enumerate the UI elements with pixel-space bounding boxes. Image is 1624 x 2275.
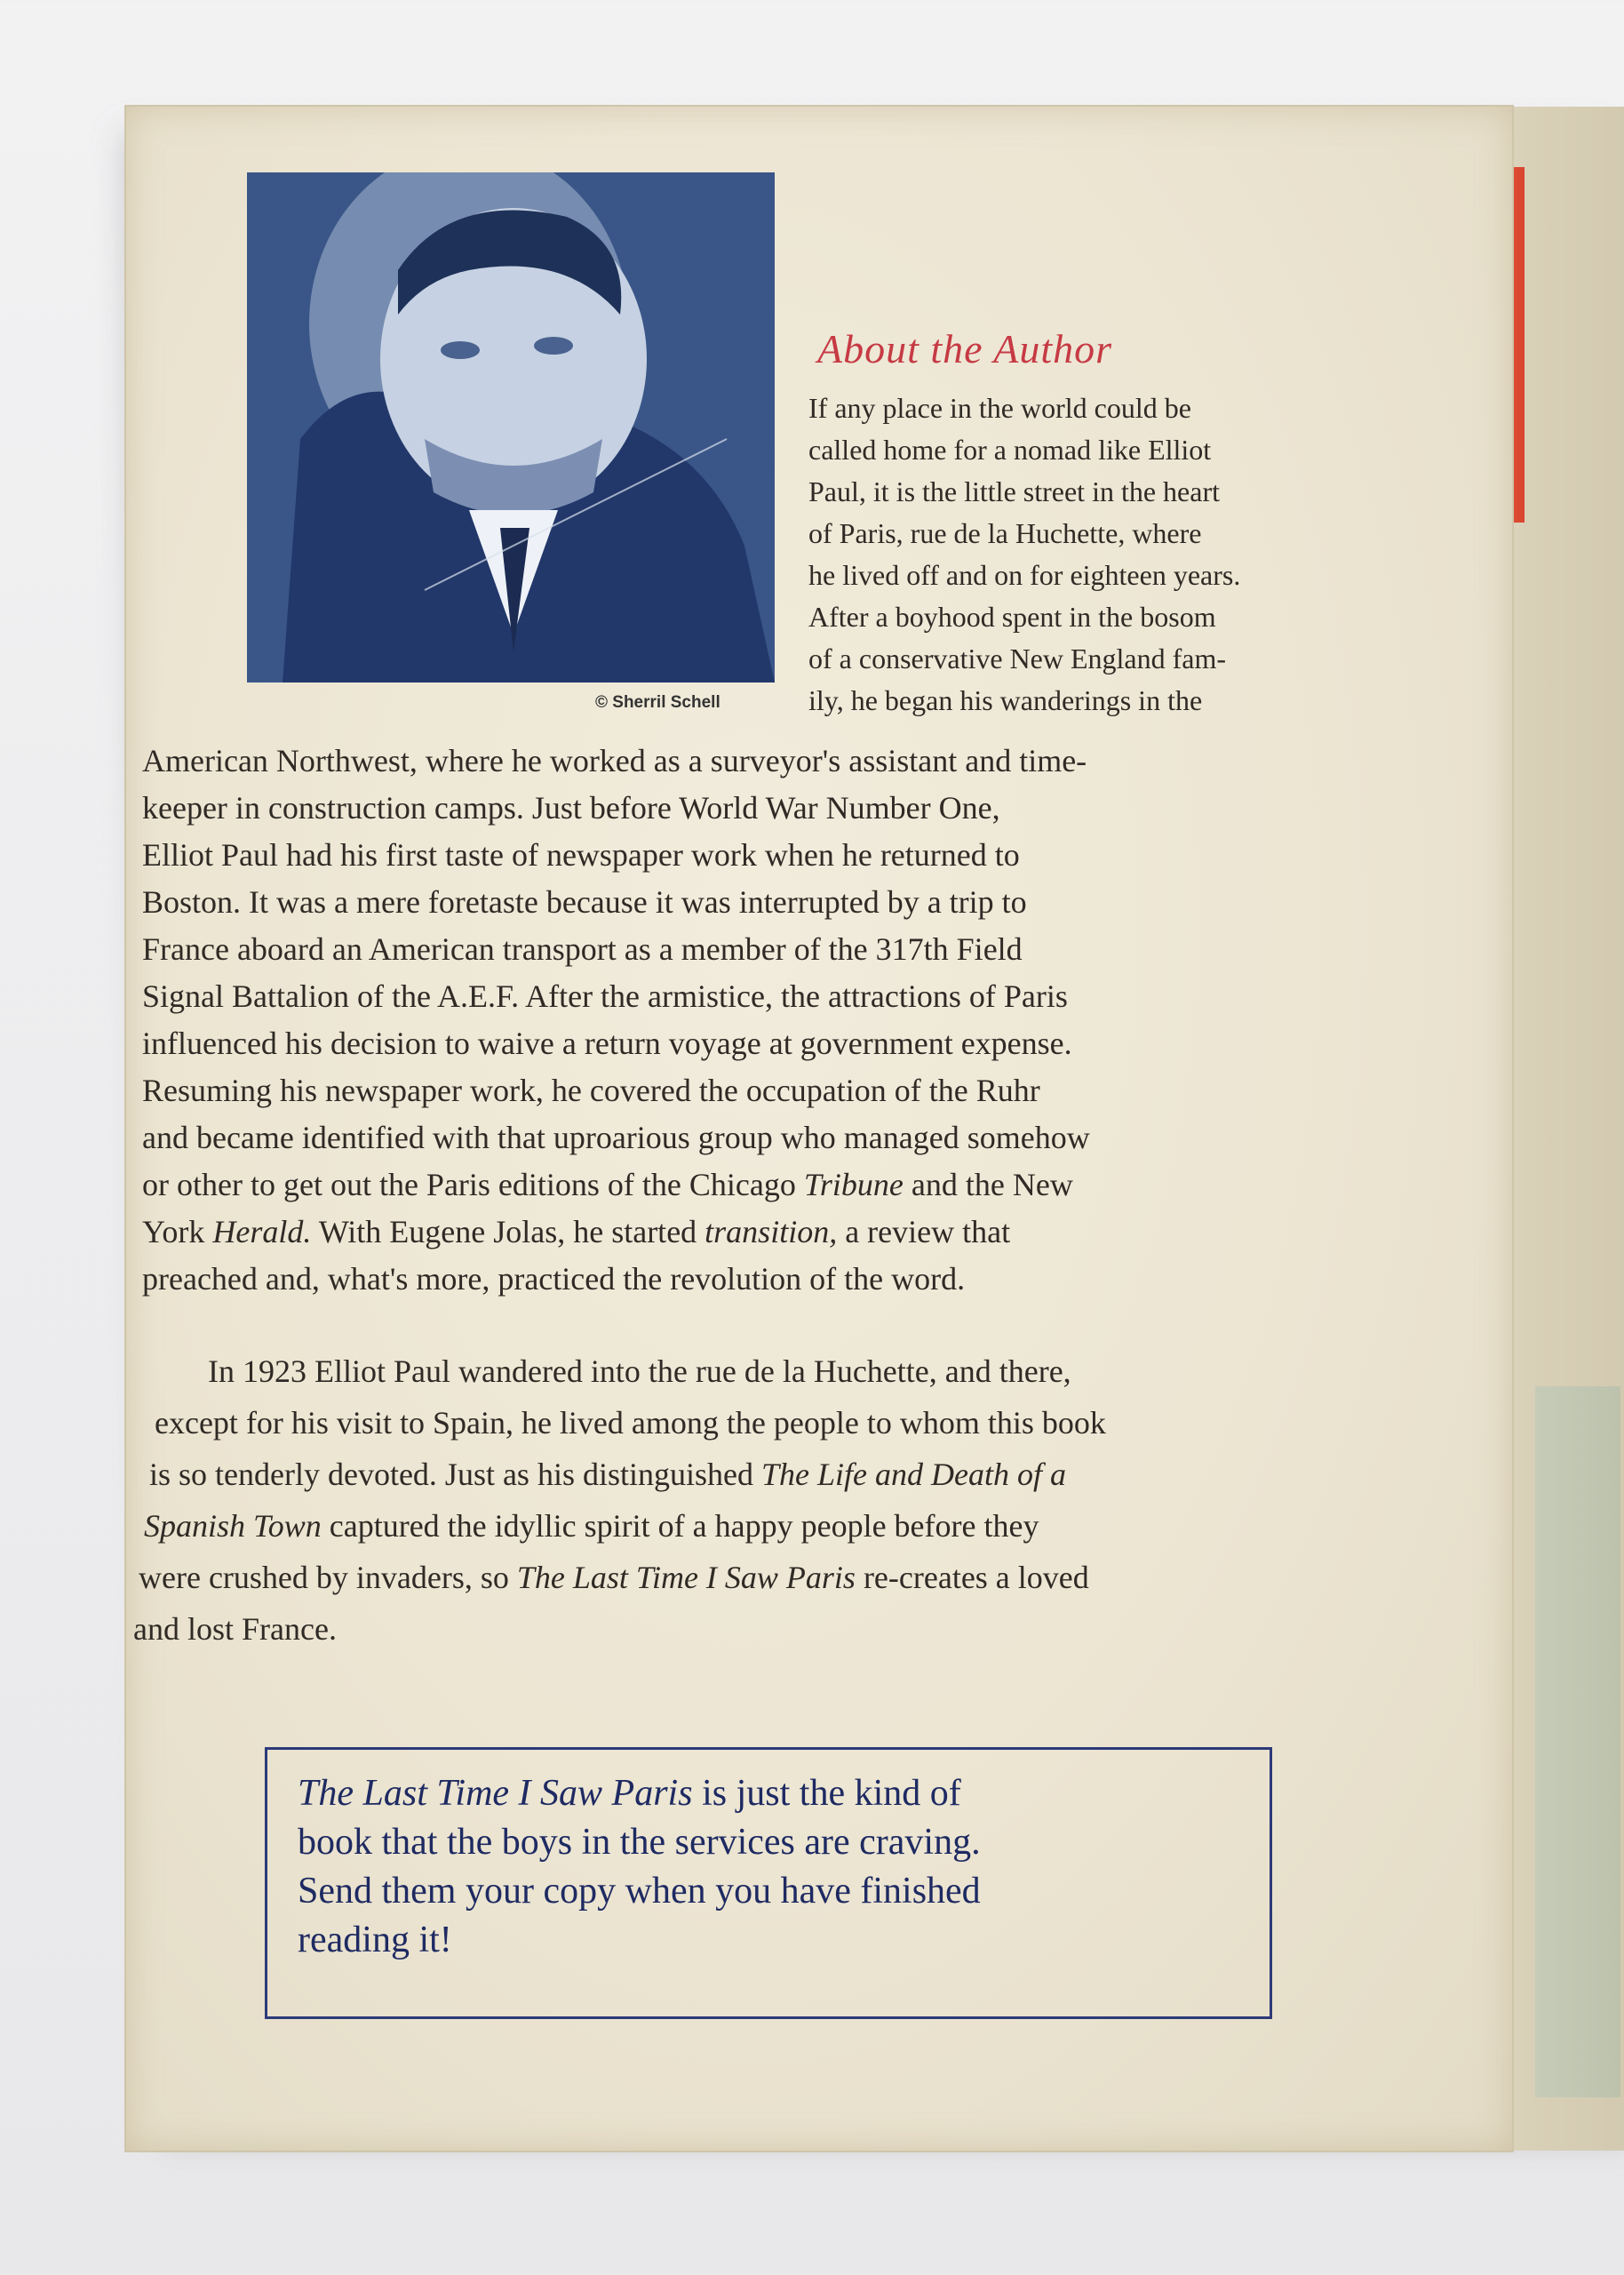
text-line: In 1923 Elliot Paul wandered into the rue de la Huchette, and there, — [208, 1353, 1071, 1389]
text-line — [133, 1449, 1448, 1500]
spine-green-stripe — [1535, 1386, 1620, 2097]
text-line: Signal Battalion of the A.E.F. After the armistice, the attractions of Paris — [142, 978, 1068, 1014]
text-line: Resuming his newspaper work, he covered the occupation of the Ruhr — [142, 1073, 1040, 1108]
text-run: a review that — [837, 1214, 1011, 1249]
text-italic: The Last Time I Saw Paris — [298, 1773, 693, 1814]
text-line — [133, 1500, 1448, 1552]
text-line — [142, 1161, 1439, 1209]
text-run: re-creates a loved — [855, 1560, 1089, 1595]
text-line: of Paris, rue de la Huchette, where — [808, 517, 1202, 549]
about-wide-text — [142, 738, 1439, 1303]
text-line: After a boyhood spent in the bosom — [808, 601, 1216, 633]
text-line: of a conservative New England fam- — [808, 643, 1227, 675]
text-line: influenced his decision to waive a return voyage at government expense. — [142, 1026, 1072, 1061]
text-line: keeper in construction camps. Just before World War Number One, — [142, 790, 1000, 826]
notice-box — [265, 1747, 1272, 2019]
text-line: ily, he began his wanderings in the — [808, 684, 1203, 716]
second-paragraph — [133, 1345, 1448, 1655]
text-italic: The Last Time I Saw Paris — [516, 1560, 856, 1595]
text-run: captured the idyllic spirit of a happy people before they — [321, 1508, 1039, 1544]
about-heading: About the Author — [817, 326, 1113, 371]
text-line: Elliot Paul had his first taste of newspaper work when he returned to — [142, 837, 1020, 873]
photo-credit: © Sherril Schell — [595, 693, 720, 712]
text-italic: transition, — [705, 1214, 838, 1249]
text-line: book that the boys in the services are craving. — [298, 1822, 981, 1863]
author-portrait-illustration — [247, 172, 775, 682]
text-line: and became identified with that uproarious group who managed somehow — [142, 1120, 1090, 1155]
text-run: and the New — [903, 1167, 1073, 1202]
text-run: or other to get out the Paris editions of the Chicago — [142, 1167, 804, 1202]
text-run: were crushed by invaders, so — [139, 1560, 517, 1595]
text-line: France aboard an American transport as a member of the 317th Field — [142, 931, 1023, 967]
text-italic: Spanish Town — [144, 1508, 322, 1544]
text-line: reading it! — [298, 1920, 452, 1960]
text-line: Paul, it is the little street in the heart — [808, 475, 1220, 507]
text-line — [298, 1769, 981, 1818]
author-photo — [247, 172, 775, 682]
text-line: he lived off and on for eighteen years. — [808, 559, 1241, 591]
text-run: is just the kind of — [692, 1773, 961, 1814]
text-line: and lost France. — [133, 1611, 337, 1647]
text-line: preached and, what's more, practiced the revolution of the word. — [142, 1261, 966, 1297]
text-line: called home for a nomad like Elliot — [808, 434, 1212, 466]
text-italic: Tribune — [803, 1167, 904, 1202]
text-line — [133, 1552, 1448, 1603]
text-line — [142, 1209, 1439, 1256]
text-line: Send them your copy when you have finished — [298, 1871, 981, 1912]
text-line: If any place in the world could be — [808, 392, 1191, 424]
text-italic: The Life and Death of a — [760, 1457, 1066, 1492]
text-italic: Herald. — [212, 1214, 312, 1249]
notice-text — [298, 1769, 981, 1965]
text-run: York — [142, 1214, 213, 1249]
about-column-text — [808, 387, 1377, 722]
text-line: Boston. It was a mere foretaste because it was interrupted by a trip to — [142, 884, 1027, 920]
text-run: is so tenderly devoted. Just as his distinguished — [149, 1457, 761, 1492]
text-line: except for his visit to Spain, he lived among the people to whom this book — [155, 1405, 1106, 1441]
text-run: With Eugene Jolas, he started — [311, 1214, 705, 1249]
text-line: American Northwest, where he worked as a surveyor's assistant and time- — [142, 743, 1087, 778]
